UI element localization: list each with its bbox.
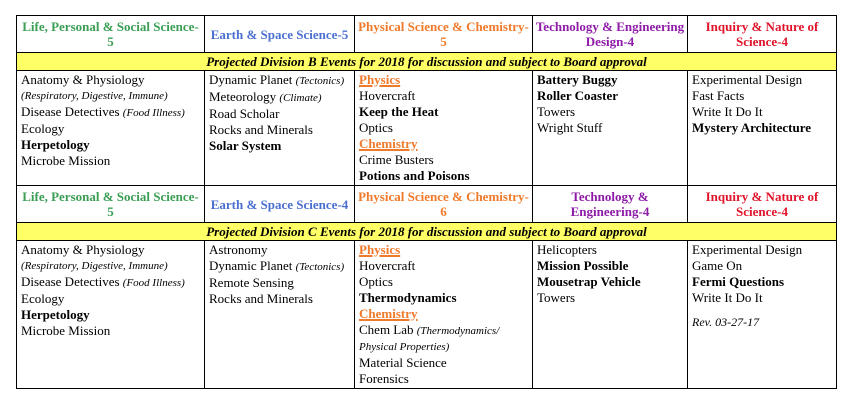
div-c-tech-cell [533, 241, 688, 389]
event-experimental-design: Experimental Design [692, 242, 803, 257]
event-towers: Towers [537, 104, 576, 119]
event-dynamic-sub: (Tectonics) [295, 261, 345, 273]
event-meteorology: Meteorology (Climate) [209, 89, 322, 104]
event-thermodynamics: Thermodynamics [359, 290, 457, 305]
event-meteorology-sub: (Climate) [279, 92, 322, 104]
event-write-it-do-it: Write It Do It [692, 290, 763, 305]
div-b-header-tech: Technology & Engineering Design-4 [533, 16, 688, 53]
div-c-earth-cell [205, 241, 355, 389]
event-disease: Disease Detectives (Food Illness) [21, 104, 185, 119]
div-b-banner-row [17, 53, 837, 71]
div-b-header-life: Life, Personal & Social Science-5 [17, 16, 205, 53]
event-wright-stuff: Wright Stuff [537, 120, 603, 135]
event-solar-system: Solar System [209, 138, 282, 153]
event-chem-lab-sub1: (Thermodynamics/ [416, 325, 500, 337]
section-chemistry: Chemistry [359, 306, 418, 321]
event-rocks: Rocks and Minerals [209, 291, 313, 306]
div-c-header-row [17, 186, 837, 223]
div-c-inq-cell [688, 241, 837, 389]
event-hovercraft: Hovercraft [359, 88, 416, 103]
div-c-life-cell [17, 241, 205, 389]
event-hovercraft: Hovercraft [359, 258, 416, 273]
div-b-header-earth: Earth & Space Science-5 [205, 16, 355, 53]
event-dynamic-sub: (Tectonics) [295, 75, 345, 87]
section-physics: Physics [359, 72, 401, 87]
event-crime-busters: Crime Busters [359, 152, 434, 167]
event-material-science: Material Science [359, 355, 447, 370]
event-disease-sub: (Food Illness) [122, 277, 185, 289]
event-dynamic-planet: Dynamic Planet (Tectonics) [209, 72, 345, 87]
event-optics: Optics [359, 120, 393, 135]
event-microbe: Microbe Mission [21, 323, 111, 338]
event-herpetology: Herpetology [21, 137, 90, 152]
revision-note: Rev. 03-27-17 [692, 315, 760, 329]
events-table [16, 15, 837, 389]
event-dynamic-planet: Dynamic Planet (Tectonics) [209, 258, 345, 273]
event-fast-facts: Fast Facts [692, 88, 745, 103]
event-road-scholar: Road Scholar [209, 106, 280, 121]
event-disease: Disease Detectives (Food Illness) [21, 274, 185, 289]
div-b-inq-cell [688, 71, 837, 186]
event-anatomy-sub: (Respiratory, Digestive, Immune) [21, 260, 168, 272]
event-experimental-design: Experimental Design [692, 72, 803, 87]
div-b-banner: Projected Division B Events for 2018 for discussion and subject to Board approval [17, 53, 837, 71]
event-anatomy-sub: (Respiratory, Digestive, Immune) [21, 90, 168, 102]
div-b-life-cell [17, 71, 205, 186]
event-astronomy: Astronomy [209, 242, 268, 257]
event-microbe: Microbe Mission [21, 153, 111, 168]
div-c-header-tech: Technology & Engineering-4 [533, 186, 688, 223]
event-potions: Potions and Poisons [359, 168, 470, 183]
event-optics: Optics [359, 274, 393, 289]
section-physics: Physics [359, 242, 401, 257]
div-c-banner-row [17, 223, 837, 241]
event-mystery-architecture: Mystery Architecture [692, 120, 811, 135]
div-b-header-inq: Inquiry & Nature of Science-4 [688, 16, 837, 53]
section-chemistry: Chemistry [359, 136, 418, 151]
div-b-header-phys: Physical Science & Chemistry-5 [355, 16, 533, 53]
div-b-tech-cell [533, 71, 688, 186]
event-forensics: Forensics [359, 371, 409, 386]
div-b-events-row [17, 71, 837, 186]
div-b-header-row [17, 16, 837, 53]
event-ecology: Ecology [21, 291, 65, 306]
event-mission-possible: Mission Possible [537, 258, 629, 273]
div-c-header-phys: Physical Science & Chemistry-6 [355, 186, 533, 223]
div-c-header-earth: Earth & Space Science-4 [205, 186, 355, 223]
event-battery-buggy: Battery Buggy [537, 72, 618, 87]
event-ecology: Ecology [21, 121, 65, 136]
div-c-phys-cell [355, 241, 533, 389]
event-disease-sub: (Food Illness) [122, 107, 185, 119]
event-write-it-do-it: Write It Do It [692, 104, 763, 119]
event-chem-lab: Chem Lab (Thermodynamics/ [359, 322, 500, 337]
event-mousetrap-vehicle: Mousetrap Vehicle [537, 274, 641, 289]
event-chem-lab-sub2: Physical Properties) [359, 341, 450, 353]
event-anatomy: Anatomy & Physiology [21, 242, 145, 257]
event-rocks: Rocks and Minerals [209, 122, 313, 137]
div-c-header-inq: Inquiry & Nature of Science-4 [688, 186, 837, 223]
div-c-events-row [17, 241, 837, 389]
div-c-banner: Projected Division C Events for 2018 for discussion and subject to Board approval [17, 223, 837, 241]
div-c-header-life: Life, Personal & Social Science-5 [17, 186, 205, 223]
event-towers: Towers [537, 290, 576, 305]
event-keep-the-heat: Keep the Heat [359, 104, 439, 119]
event-helicopters: Helicopters [537, 242, 597, 257]
event-remote-sensing: Remote Sensing [209, 275, 294, 290]
div-b-earth-cell [205, 71, 355, 186]
event-anatomy: Anatomy & Physiology [21, 72, 145, 87]
event-fermi-questions: Fermi Questions [692, 274, 785, 289]
event-roller-coaster: Roller Coaster [537, 88, 618, 103]
event-game-on: Game On [692, 258, 743, 273]
event-herpetology: Herpetology [21, 307, 90, 322]
div-b-phys-cell [355, 71, 533, 186]
